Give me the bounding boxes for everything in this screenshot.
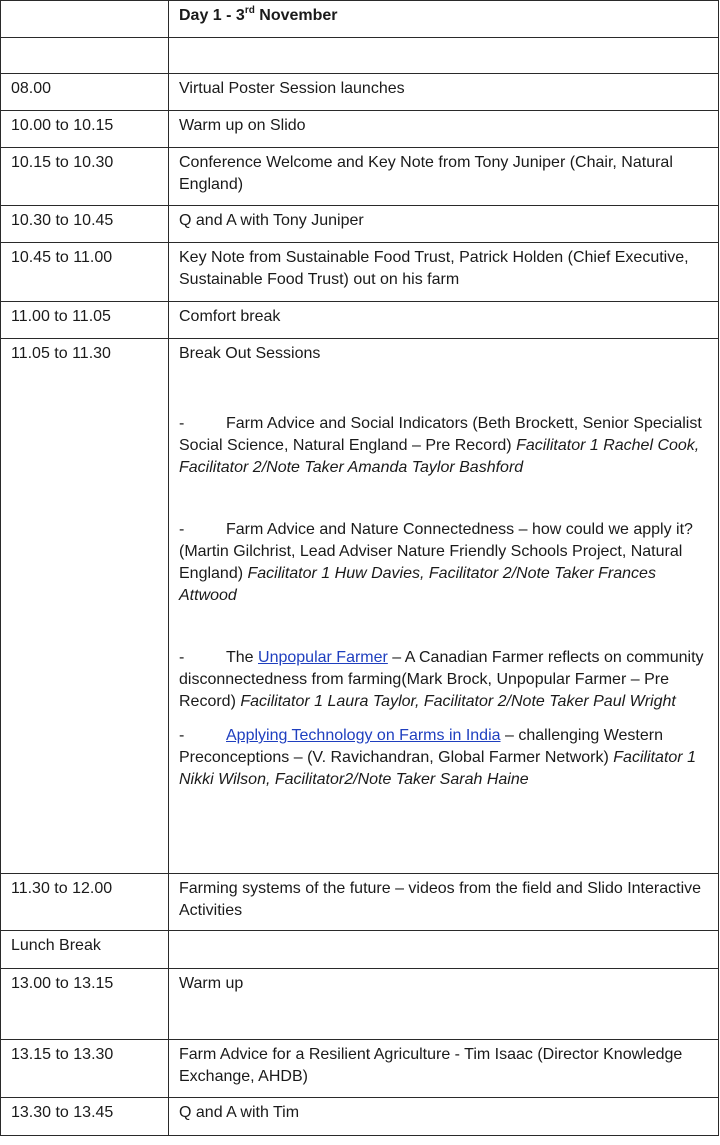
- desc-cell: Virtual Poster Session launches: [169, 74, 719, 111]
- header-row: [1, 1, 719, 38]
- table-row: [1, 1098, 719, 1136]
- time-cell: 10.45 to 11.00: [1, 243, 169, 302]
- table-row: [1, 1040, 719, 1098]
- session-text: Farm Advice and Nature Connectedness – how could we apply it? (Martin Gilchrist, Lead Adviser Nature Friendly Schools Project, Natural England): [179, 521, 693, 582]
- session-facilitators: Facilitator 1 Huw Davies, Facilitator 2/Note Taker Frances Attwood: [179, 565, 656, 604]
- session-text-prefix: The: [226, 649, 259, 666]
- desc-cell: [169, 931, 719, 969]
- breakout-title: Break Out Sessions: [179, 345, 321, 362]
- breakout-session-2: [179, 519, 708, 607]
- session-facilitators: Facilitator 1 Laura Taylor, Facilitator 2/Note Taker Paul Wright: [240, 693, 676, 710]
- table-row: [1, 969, 719, 1040]
- bullet-dash: -: [179, 727, 185, 744]
- time-cell: 08.00: [1, 74, 169, 111]
- time-cell: 10.30 to 10.45: [1, 206, 169, 243]
- desc-cell: Q and A with Tony Juniper: [169, 206, 719, 243]
- time-cell: 13.00 to 13.15: [1, 969, 169, 1040]
- desc-cell: Warm up: [169, 969, 719, 1040]
- header-time-cell: [1, 1, 169, 38]
- blank-desc-cell: [169, 38, 719, 74]
- breakout-session-1: [179, 413, 708, 479]
- desc-cell: Farming systems of the future – videos from the field and Slido Interactive Activities: [169, 874, 719, 931]
- table-row: [1, 874, 719, 931]
- blank-time-cell: [1, 38, 169, 74]
- table-row: [1, 243, 719, 302]
- time-cell: 11.05 to 11.30: [1, 339, 169, 874]
- time-cell: 13.15 to 13.30: [1, 1040, 169, 1098]
- breakout-row: [1, 339, 719, 874]
- time-cell: 13.30 to 13.45: [1, 1098, 169, 1136]
- table-row: [1, 206, 719, 243]
- session-text: Farm Advice and Social Indicators (Beth Brockett, Senior Specialist Social Science, Natural England – Pre Record): [179, 415, 702, 454]
- session-text: – challenging Western Preconceptions – (V. Ravichandran, Global Farmer Network): [179, 727, 663, 766]
- table-row: [1, 148, 719, 206]
- day-prefix: Day 1 - 3: [179, 7, 245, 24]
- session-facilitators: Facilitator 1 Nikki Wilson, Facilitator2/Note Taker Sarah Haine: [179, 749, 696, 788]
- bullet-dash: -: [179, 521, 185, 538]
- breakout-session-4: [179, 725, 708, 791]
- blank-row: [1, 38, 719, 74]
- unpopular-farmer-link[interactable]: Unpopular Farmer: [258, 649, 388, 666]
- day-month: November: [254, 7, 338, 24]
- applying-technology-link[interactable]: Applying Technology on Farms in India: [226, 727, 501, 744]
- table-row: [1, 111, 719, 148]
- desc-cell: Warm up on Slido: [169, 111, 719, 148]
- time-cell: 11.30 to 12.00: [1, 874, 169, 931]
- session-text: – A Canadian Farmer reflects on community disconnectedness from farming(Mark Brock, Unpopular Farmer – Pre Record): [179, 649, 704, 710]
- time-cell: 10.00 to 10.15: [1, 111, 169, 148]
- desc-cell: Key Note from Sustainable Food Trust, Patrick Holden (Chief Executive, Sustainable Food Trust) out on his farm: [169, 243, 719, 302]
- table-row: [1, 302, 719, 339]
- desc-cell: Comfort break: [169, 302, 719, 339]
- time-cell: Lunch Break: [1, 931, 169, 969]
- desc-cell: Conference Welcome and Key Note from Tony Juniper (Chair, Natural England): [169, 148, 719, 206]
- session-facilitators: Facilitator 1 Rachel Cook, Facilitator 2/Note Taker Amanda Taylor Bashford: [179, 437, 700, 476]
- day-heading: [169, 1, 719, 38]
- breakout-cell: [169, 339, 719, 874]
- breakout-session-3: [179, 647, 708, 713]
- day-ordinal: rd: [244, 4, 255, 16]
- desc-cell: Q and A with Tim: [169, 1098, 719, 1136]
- table-row: [1, 931, 719, 969]
- bullet-dash: -: [179, 415, 185, 432]
- desc-cell: Farm Advice for a Resilient Agriculture - Tim Isaac (Director Knowledge Exchange, AHDB): [169, 1040, 719, 1098]
- table-row: [1, 74, 719, 111]
- time-cell: 11.00 to 11.05: [1, 302, 169, 339]
- time-cell: 10.15 to 10.30: [1, 148, 169, 206]
- bullet-dash: -: [179, 649, 185, 666]
